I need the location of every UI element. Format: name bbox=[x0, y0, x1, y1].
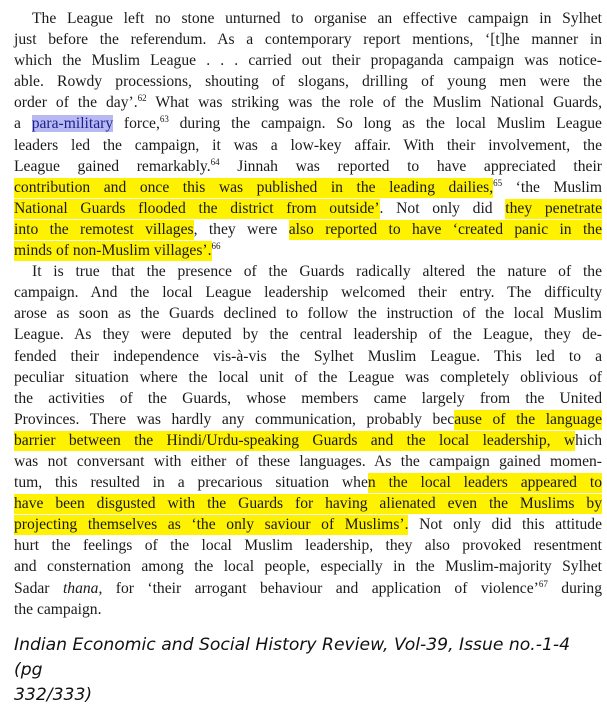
paragraph-2 bbox=[14, 261, 602, 620]
footnote-ref-62: 62 bbox=[137, 93, 147, 104]
text-line: able. Rowdy processions, shouting of slogans, drilling of young men were the bbox=[14, 73, 602, 91]
text-line bbox=[14, 240, 602, 261]
highlighted-text: National Guards flooded the district from outside’ bbox=[14, 199, 380, 217]
text-line: League. As they were deputed by the central leadership of the League, they de- bbox=[14, 326, 602, 344]
footnote-ref-67: 67 bbox=[538, 578, 548, 589]
text-line: barrier between the Hindi/Urdu-speaking Guards and the local leadership, which bbox=[14, 431, 602, 449]
selected-text[interactable]: para-military bbox=[31, 115, 114, 133]
text-line: just before the referendum. As a contemporary report mentions, ‘[t]he manner in bbox=[14, 31, 602, 49]
highlighted-text: n the local leaders appeared to bbox=[367, 474, 602, 492]
highlighted-text: into the remotest villages bbox=[14, 220, 194, 238]
text-line: tum, this resulted in a precarious situation when the local leaders appeared to bbox=[14, 474, 602, 492]
text-line bbox=[14, 493, 602, 514]
italic-term: thana bbox=[62, 579, 99, 597]
highlighted-text: they penetrate bbox=[505, 199, 602, 217]
text-line: contribution and once this was published in the leading dailies,$^{65}$ ‘the Muslim bbox=[14, 177, 602, 196]
footnote-ref-63: 63 bbox=[159, 114, 169, 125]
highlighted-text: contribution and once this was published in the leading dailies, bbox=[14, 178, 494, 196]
text-line: hurt the feelings of the local Muslim leadership, they also provoked resentment bbox=[14, 537, 602, 555]
text-line: campaign. And the local League leadership welcomed their entry. The difficulty bbox=[14, 284, 602, 302]
text-line: which the Muslim League . . . carried out their propaganda campaign was notice- bbox=[14, 52, 602, 70]
text-line: order of the day’.$^{62}$ What was striking was the role of the Muslim National Guards, bbox=[14, 93, 602, 112]
text-line: fended their independence vis-à-vis the Sylhet Muslim League. This led to a bbox=[14, 347, 602, 365]
highlighted-text: barrier between the Hindi/Urdu-speaking Guards and the local leadership, w bbox=[14, 431, 576, 449]
text-line: the campaign. bbox=[14, 600, 102, 618]
text-line: and consternation among the local people, especially in the Muslim-majority Sylhet bbox=[14, 558, 602, 576]
footnote-ref-65: 65 bbox=[493, 177, 503, 188]
text-line: into the remotest villages, they were also reported to have ‘created panic in the bbox=[14, 220, 603, 238]
footnote-ref-64: 64 bbox=[210, 156, 220, 167]
highlighted-text: ause of the language bbox=[454, 410, 602, 428]
text-line: It is true that the presence of the Guards radically altered the nature of the bbox=[32, 263, 602, 281]
text-line: projecting themselves as ‘the only saviour of Muslims’. Not only did this attitude bbox=[14, 516, 602, 534]
text-line: Provinces. There was hardly any communication, probably because of the language bbox=[14, 410, 602, 428]
book-excerpt bbox=[14, 8, 602, 620]
text-line: arose as soon as the Guards declined to follow the instruction of the local Muslim bbox=[14, 305, 602, 323]
text-line: the activities of the Guards, whose members came largely from the United bbox=[14, 389, 602, 407]
text-line: League gained remarkably.$^{64}$ Jinnah was reported to have appreciated their bbox=[14, 156, 603, 175]
text-line: peculiar situation where the local unit of the League was completely oblivious of bbox=[14, 368, 602, 386]
source-citation bbox=[14, 633, 604, 708]
paragraph-1 bbox=[14, 8, 602, 261]
text-line: National Guards flooded the district from outside’. Not only did they penetrate bbox=[14, 199, 602, 217]
citation-line: 332/333) bbox=[14, 685, 93, 705]
text-line: The League left no stone unturned to organise an effective campaign in Sylhet bbox=[32, 10, 602, 27]
text-line: leaders led the campaign, it was a low-key affair. With their involvement, the bbox=[14, 136, 602, 154]
citation-line: Indian Economic and Social History Review, Vol-39, Issue no.-1-4 (pg bbox=[14, 635, 571, 680]
text-line: was not conversant with either of these languages. As the campaign gained momen- bbox=[14, 452, 602, 470]
footnote-ref-66: 66 bbox=[211, 241, 221, 252]
highlighted-text: have been disgusted with the Guards for having alienated even the Muslims by bbox=[14, 495, 602, 513]
text-line: Sadar thana, for ‘their arrogant behaviour and application of violence’$^{67}$ during bbox=[14, 578, 603, 597]
highlighted-text: also reported to have ‘created panic in the bbox=[288, 220, 603, 238]
text-line: a para-military force,$^{63}$ during the campaign. So long as the local Muslim League bbox=[14, 114, 602, 133]
highlighted-text: projecting themselves as ‘the only saviour of Muslims’. bbox=[14, 516, 409, 534]
highlighted-text: minds of non-Muslim villages’. bbox=[14, 242, 212, 260]
